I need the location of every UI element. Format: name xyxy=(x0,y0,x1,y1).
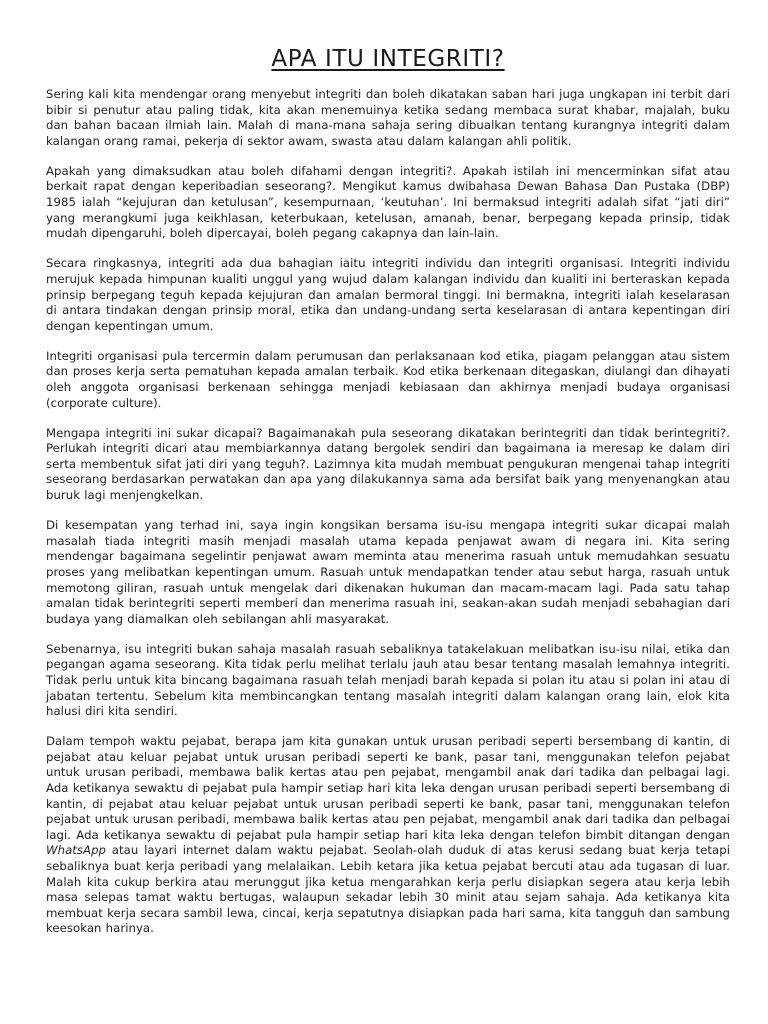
paragraph: Apakah yang dimaksudkan atau boleh difahami dengan integriti?. Apakah istilah ini mencerminkan sifat atau berkait rapat dengan keperibadian seseorang?. Mengikut kamus dwibahasa Dewan Bahasa Dan Pustaka (DBP) 1985 ialah “kejujuran dan ketulusan”, kesempurnaan, ‘keutuhan’. Ini bermaksud integriti adalah sifat “jati diri” yang merangkumi juga keikhlasan, keterbukaan, ketelusan, amanah, benar, berpegang kepada prinsip, tidak mudah dipengaruhi, boleh dipercayai, boleh pegang cakapnya dan lain-lain. xyxy=(46,163,730,241)
paragraph: Mengapa integriti ini sukar dicapai? Bagaimanakah pula seseorang dikatakan berintegriti dan tidak berintegriti?. Perlukah integriti dicari atau membiarkannya datang bergolek sendiri dan bagaimana ia meresap ke dalam diri serta membentuk sifat jati diri yang teguh?. Lazimnya kita mudah membuat pengukuran mengenai tahap integriti seseorang berdasarkan perwatakan dan apa yang dilakukannya sama ada bersifat baik yang menyenangkan atau buruk lagi menjengkelkan. xyxy=(46,425,730,503)
paragraph: Di kesempatan yang terhad ini, saya ingin kongsikan bersama isu-isu mengapa integriti sukar dicapai malah masalah tiada integriti masih menjadi masalah utama kepada penjawat awam di negara ini. Kita sering mendengar bagaimana segelintir penjawat awam meminta atau menerima rasuah untuk memudahkan sesuatu proses yang melibatkan kepentingan umum. Rasuah untuk mendapatkan tender atau sebut harga, rasuah untuk memotong giliran, rasuah untuk mengelak dari dikenakan hukuman dan macam-macam lagi. Pada satu tahap amalan tidak berintegriti seperti memberi dan menerima rasuah ini, seakan-akan sudah menjadi sebahagian dari budaya yang diamalkan oleh sebilangan ahli masyarakat. xyxy=(46,518,730,626)
paragraph: Secara ringkasnya, integriti ada dua bahagian iaitu integriti individu dan integriti organisasi. Integriti individu merujuk kepada himpunan kualiti unggul yang wujud dalam kalangan individu dan kualiti ini berteraskan kepada prinsip berpegang teguh kepada kejujuran dan amalan bermoral tinggi. Ini bermakna, integriti ialah keselarasan di antara tindakan dengan prinsip moral, etika dan undang-undang serta keselarasan di antara kepentingan diri dengan kepentingan umum. xyxy=(46,256,730,333)
paragraph: Sebenarnya, isu integriti bukan sahaja masalah rasuah sebaliknya tatakelakuan melibatkan isu-isu nilai, etika dan pegangan agama seseorang. Kita tidak perlu melihat terlalu jauh atau besar tentang masalah lemahnya integriti. Tidak perlu untuk kita bincang bagaimana rasuah telah menjadi barah kepada si polan itu atau si polan ini atau di jabatan tertentu. Sebelum kita membincangkan tentang masalah integriti dalam kalangan orang lain, elok kita halusi diri kita sendiri. xyxy=(46,641,730,719)
paragraph: Sering kali kita mendengar orang menyebut integriti dan boleh dikatakan saban hari juga ungkapan ini terbit dari bibir si penutur atau paling tidak, kita akan menemuinya ketika sedang membaca surat khabar, majalah, buku dan bahan bacaan ilmiah lain. Malah di mana-mana sahaja sering dibualkan tentang kurangnya integriti dalam kalangan orang ramai, pekerja di sektor awam, swasta atau dalam kalangan ahli politik. xyxy=(46,87,730,148)
document-title: APA ITU INTEGRITI? xyxy=(271,46,505,72)
paragraph: Integriti organisasi pula tercermin dalam perumusan dan perlaksanaan kod etika, piagam pelanggan atau sistem dan proses kerja serta pematuhan kepada amalan terbaik. Kod etika berkenaan ditegaskan, diulangi dan dihayati oleh anggota organisasi berkenaan sehingga menjadi kebiasaan dan akhirnya menjadi budaya organisasi (corporate culture). xyxy=(46,348,730,410)
paragraph: Dalam tempoh waktu pejabat, berapa jam kita gunakan untuk urusan peribadi seperti bersembang di kantin, di pejabat atau keluar pejabat untuk urusan peribadi seperti ke bank, pasar tani, menggunakan telefon pejabat untuk urusan peribadi, membawa balik kertas atau pen pejabat, mengambil anak dari tadika dan pelbagai lagi. Ada ketikanya sewaktu di pejabat pula hampir setiap hari kita leka dengan urusan peribadi seperti bersembang di kantin, di pejabat atau keluar pejabat untuk urusan peribadi seperti ke bank, pasar tani, menggunakan telefon pejabat untuk urusan peribadi, membawa balik kertas atau pen pejabat, mengambil anak dari tadika dan pelbagai lagi. Ada ketikanya sewaktu di pejabat pula hampir setiap hari kita leka dengan telefon bimbit ditangan dengan WhatsApp atau layari internet dalam waktu pejabat. Seolah-olah duduk di atas kerusi sedang buat kerja tetapi sebaliknya buat kerja peribadi yang melalaikan. Lebih ketara jika ketua pejabat bercuti atau ada tugasan di luar. Malah kita cukup berkira atau merunggut jika ketua mengarahkan kerja perlu disiapkan segera atau kerja lebih masa selepas tamat waktu bertugas, walaupun sekadar lebih 30 minit atau sejam sahaja. Ada ketikanya kita membuat kerja secara sambil lewa, cincai, kerja sepatutnya disiapkan pada hari sama, kita tangguh dan sambung keesokan harinya. xyxy=(46,734,730,936)
